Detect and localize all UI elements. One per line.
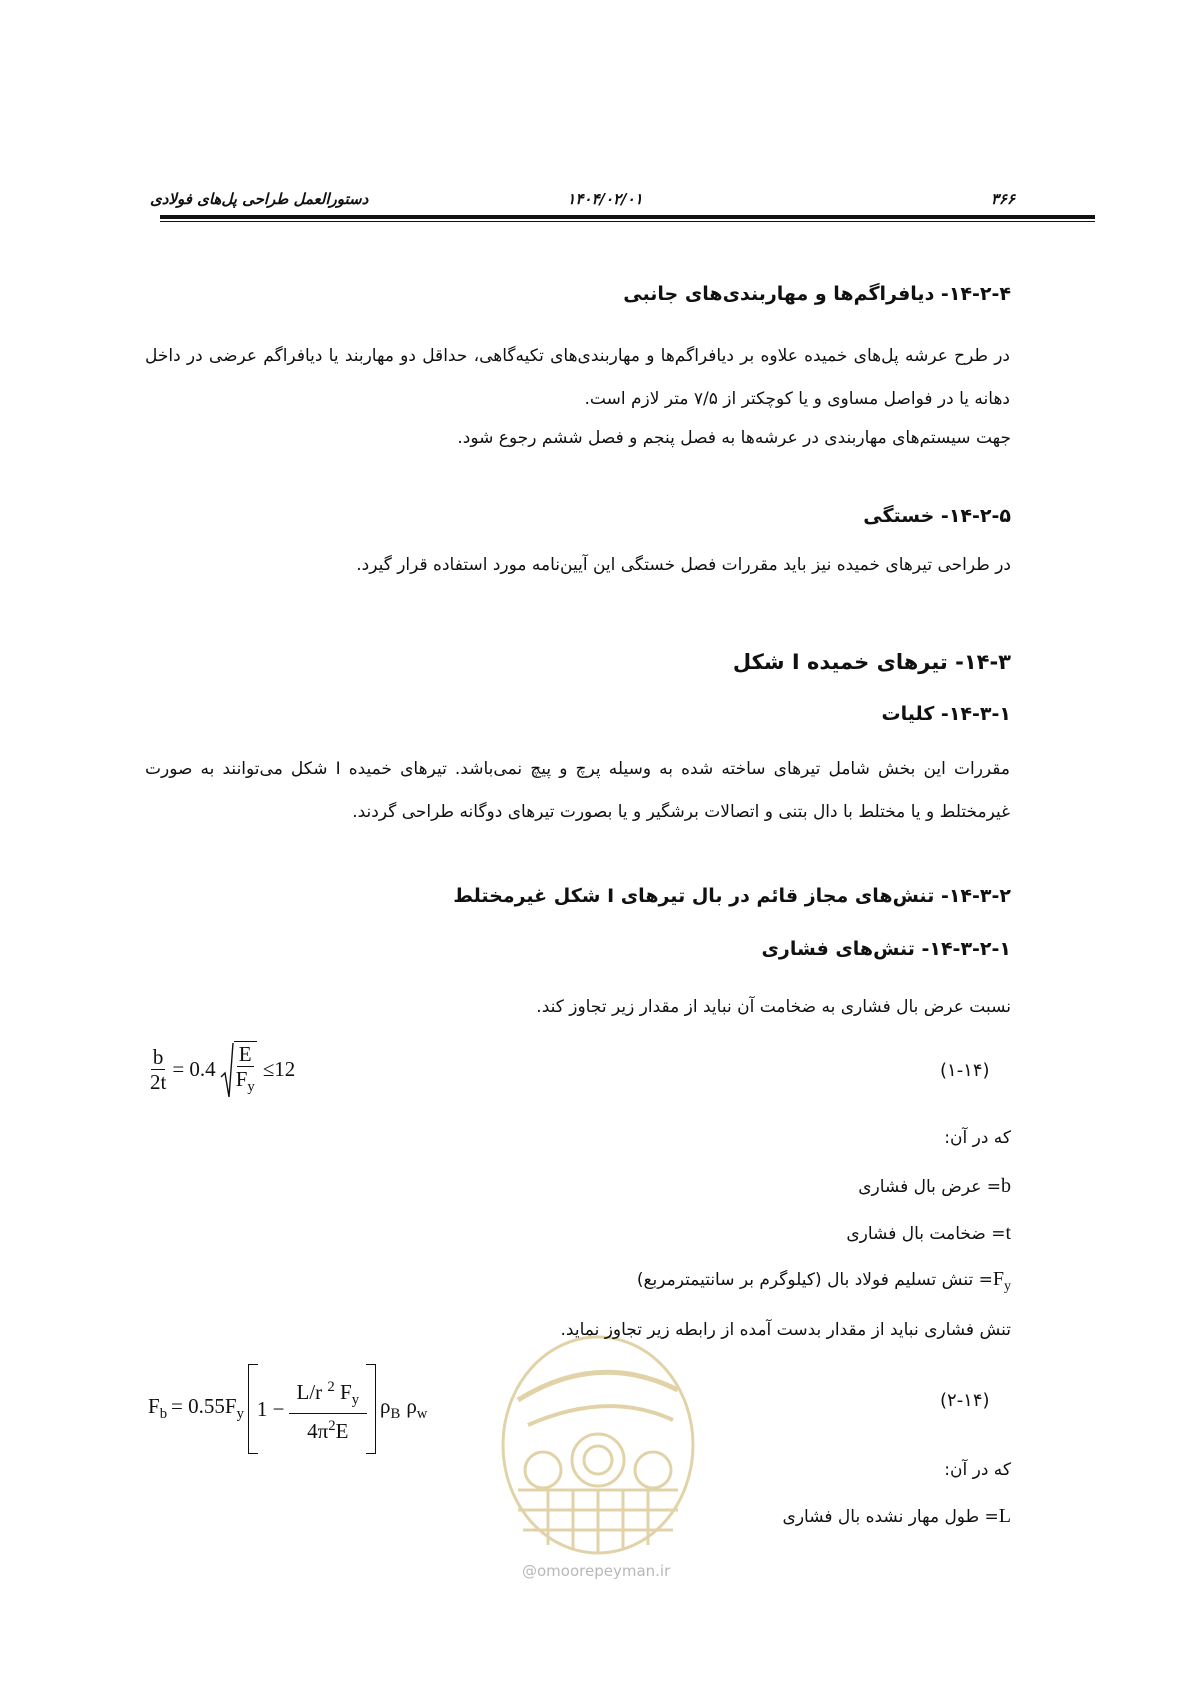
def-symbol: b: [1001, 1175, 1011, 1197]
def-symbol: t: [1005, 1222, 1011, 1244]
eq1-sqrt: [220, 1040, 257, 1099]
header-date: ۱۴۰۴/۰۲/۰۱: [567, 190, 643, 208]
watermark-url-text: omoorepeyman.ir: [537, 1562, 671, 1580]
watermark-seal-icon: [488, 1330, 708, 1560]
section-heading-14-3-2-1: ۱۴-۳-۲-۱- تنش‌های فشاری: [761, 938, 1011, 960]
eq2-frac-num: [289, 1375, 368, 1413]
section-heading-14-3-1: ۱۴-۳-۱- کلیات: [881, 703, 1011, 725]
eq2-lhs: [148, 1394, 167, 1423]
def-symbol: [992, 1268, 1011, 1294]
section-heading-14-2-4: ۱۴-۲-۴- دیافراگم‌ها و مهاربندی‌های جانبی: [623, 283, 1011, 305]
eq2-bracket: [248, 1365, 376, 1453]
equation-number: (۲-۱۴): [940, 1390, 990, 1411]
equation-2: [148, 1365, 427, 1453]
eq2-den-exp: 2: [328, 1417, 336, 1434]
where-label: که در آن:: [944, 1460, 1011, 1480]
section-paragraph: جهت سیستم‌های مهاربندی در عرشه‌ها به فصل پنجم و فصل ششم رجوع شود.: [457, 428, 1011, 448]
eq2-rho-w-main: ρ: [406, 1394, 417, 1419]
eq2-rho-w: [406, 1394, 427, 1423]
eq2-rho-w-sub: w: [416, 1406, 428, 1423]
eq2-coef-sub: y: [236, 1406, 244, 1423]
eq1-lhs-fraction: [148, 1045, 168, 1094]
def-text: = تنش تسلیم فولاد بال (کیلوگرم بر سانتیمترمربع): [636, 1270, 993, 1290]
section-heading-14-3-2: ۱۴-۳-۲- تنش‌های مجاز قائم در بال تیرهای I شکل غیرمختلط: [453, 885, 1011, 907]
sqrt-sign-icon: [220, 1041, 234, 1099]
definition-t: [846, 1222, 1011, 1245]
eq1-sqrt-den: [234, 1067, 257, 1099]
def-text: = ضخامت بال فشاری: [846, 1224, 1006, 1244]
section-paragraph: مقررات این بخش شامل تیرهای ساخته شده به وسیله پرچ و پیچ نمی‌باشد. تیرهای خمیده I شکل می‌توانند به صورت غیرمختلط و یا مختلط با دال بتنی و اتصالات برشگیر و یا بصورت تیرهای دوگانه طراحی گردند.: [145, 759, 1010, 822]
eq1-sqrt-den-main: F: [235, 1067, 248, 1091]
def-symbol-sub: y: [1004, 1279, 1011, 1294]
section-paragraph: در طرح عرشه پل‌های خمیده علاوه بر دیافراگم‌ها و مهاربندی‌های تکیه‌گاهی، حداقل دو مهاربند یا دیافراگم عرضی در داخل دهانه یا در فواصل مساوی و یا کوچکتر از ۷/۵ متر لازم است.: [145, 346, 1010, 409]
definition-l: [783, 1505, 1011, 1528]
eq1-rhs: ≤12: [262, 1057, 296, 1082]
eq2-num-b-sub: y: [351, 1392, 360, 1409]
eq2-rho-b-main: ρ: [380, 1394, 391, 1419]
section-paragraph: در طراحی تیرهای خمیده نیز باید مقررات فصل خستگی این آیین‌نامه مورد استفاده قرار گیرد.: [356, 555, 1011, 575]
eq2-lhs-main: F: [148, 1394, 160, 1419]
eq2-den-b: E: [335, 1418, 349, 1443]
eq2-num-a: L/r: [296, 1380, 323, 1405]
header-title: دستورالعمل طراحی پل‌های فولادی: [150, 190, 369, 208]
def-text: = عرض بال فشاری: [858, 1177, 1001, 1197]
eq1-sqrt-den-sub: y: [247, 1079, 255, 1096]
section-paragraph: تنش فشاری نباید از مقدار بدست آمده از رابطه زیر تجاوز نماید.: [560, 1320, 1011, 1340]
eq1-sqrt-num: E: [238, 1042, 252, 1066]
watermark-url: [522, 1562, 670, 1580]
eq2-rho-b: [380, 1394, 400, 1423]
eq2-coef: [171, 1394, 244, 1423]
watermark-logo: [488, 1330, 708, 1560]
eq2-frac-den: [305, 1414, 350, 1443]
eq2-num-b: F: [340, 1380, 352, 1405]
eq2-fraction: [289, 1375, 368, 1442]
page-number: ۳۶۶: [990, 190, 1015, 208]
watermark-at-icon: @: [522, 1562, 537, 1580]
section-heading-14-2-5: ۱۴-۲-۵- خستگی: [863, 505, 1011, 527]
eq2-den-a: 4π: [307, 1418, 329, 1443]
eq2-coef-main: = 0.55F: [171, 1394, 237, 1419]
eq1-sqrt-fraction: [234, 1041, 257, 1099]
eq2-lhs-sub: b: [159, 1406, 168, 1423]
eq2-rho-b-sub: B: [390, 1406, 401, 1423]
def-symbol: L: [998, 1505, 1011, 1527]
header-rule-thick: [160, 215, 1095, 219]
def-symbol-main: F: [992, 1268, 1004, 1290]
def-text: = طول مهار نشده بال فشاری: [782, 1507, 999, 1527]
eq2-one-minus: 1 −: [256, 1396, 285, 1421]
header-rule-thin: [160, 221, 1095, 222]
where-label: که در آن:: [944, 1128, 1011, 1148]
section-heading-14-3: ۱۴-۳- تیرهای خمیده I شکل: [732, 650, 1011, 674]
eq2-num-exp: 2: [327, 1379, 335, 1396]
section-paragraph: نسبت عرض بال فشاری به ضخامت آن نباید از مقدار زیر تجاوز کند.: [536, 997, 1011, 1017]
eq1-lhs-num: b: [152, 1045, 164, 1070]
eq1-coef: = 0.4: [172, 1057, 216, 1082]
definition-fy: [637, 1268, 1011, 1295]
definition-b: [858, 1175, 1011, 1198]
equation-number: (۱-۱۴): [940, 1060, 990, 1081]
eq1-lhs-den: 2t: [150, 1070, 167, 1095]
equation-1: [148, 1040, 295, 1099]
